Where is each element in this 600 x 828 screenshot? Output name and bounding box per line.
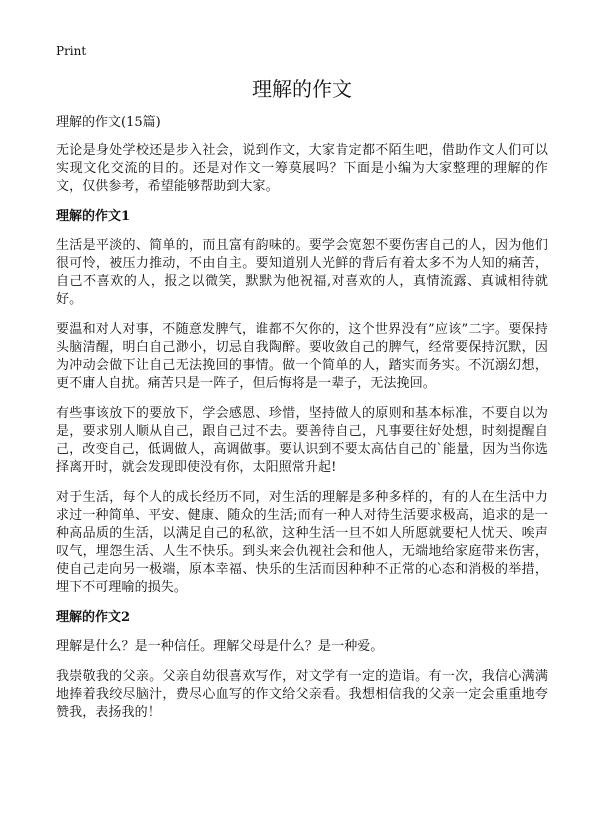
section-heading-1: 理解的作文1	[56, 209, 131, 224]
document-subtitle: 理解的作文(15篇)	[56, 115, 161, 130]
print-link[interactable]: Print	[56, 44, 87, 58]
intro-paragraph: 无论是身处学校还是步入社会，说到作文，大家肯定都不陌生吧，借助作文人们可以实现文化交流的目的。还是对作文一筹莫展吗？下面是小编为大家整理的理解的作文，仅供参考，希望能够帮助到大家。	[56, 143, 548, 194]
section-heading-2: 理解的作文2	[56, 610, 131, 625]
section-2-paragraph-2: 我崇敬我的父亲。父亲自幼很喜欢写作，对文学有一定的造诣。有一次，我信心满满地捧着我绞尽脑汁，费尽心血写的作文给父亲看。我想相信我的父亲一定会重重地夸赞我，表扬我的！	[56, 669, 548, 720]
section-1-paragraph-1: 生活是平淡的、简单的，而且富有韵味的。要学会宽恕不要伤害自己的人，因为他们很可怜，被压力推动，不由自主。要知道别人光鲜的背后有着太多不为人知的痛苦，自己不喜欢的人，报之以微笑，默默为他祝福,对喜欢的人，真情流露、真诚相待就好。	[56, 238, 548, 307]
section-1-paragraph-3: 有些事该放下的要放下，学会感恩、珍惜，坚持做人的原则和基本标准，不要自以为是，要求别人顺从自己，跟自己过不去。要善待自己，凡事要往好处想，时刻提醒自己，改变自己，低调做人，高调做事。要认识到不要太高估自己的`能量，因为当你选择离开时，就会发现即使没有你，太阳照常升起!	[56, 406, 548, 475]
document-page	[56, 44, 548, 734]
section-1-paragraph-4: 对于生活，每个人的成长经历不同，对生活的理解是多种多样的，有的人在生活中力求过一种简单、平安、健康、随众的生活;而有一种人对待生活要求极高，追求的是一种高品质的生活，以满足自己的私欲，这种生活一旦不如人所愿就要杞人忧天、唉声叹气，埋怨生活、人生不快乐。到头来会仇视社会和他人，无端地给家庭带来伤害，使自己走向另一极端，原本幸福、快乐的生活而因种种不正常的心态和消极的举措，埋下不可理喻的损失。	[56, 490, 548, 595]
section-2-paragraph-1: 理解是什么？是一种信任。理解父母是什么？是一种爱。	[56, 639, 384, 654]
page-title: 理解的作文	[252, 77, 352, 101]
section-1-paragraph-2: 要温和对人对事，不随意发脾气，谁都不欠你的，这个世界没有”应该”二字。要保持头脑清醒，明白自己渺小，切忌自我陶醉。要收敛自己的脾气，经常要保持沉默，因为冲动会做下让自己无法挽回的事情。做一个简单的人，踏实而务实。不沉溺幻想，更不庸人自扰。痛苦只是一阵子，但后悔将是一辈子，无法挽回。	[56, 322, 548, 391]
